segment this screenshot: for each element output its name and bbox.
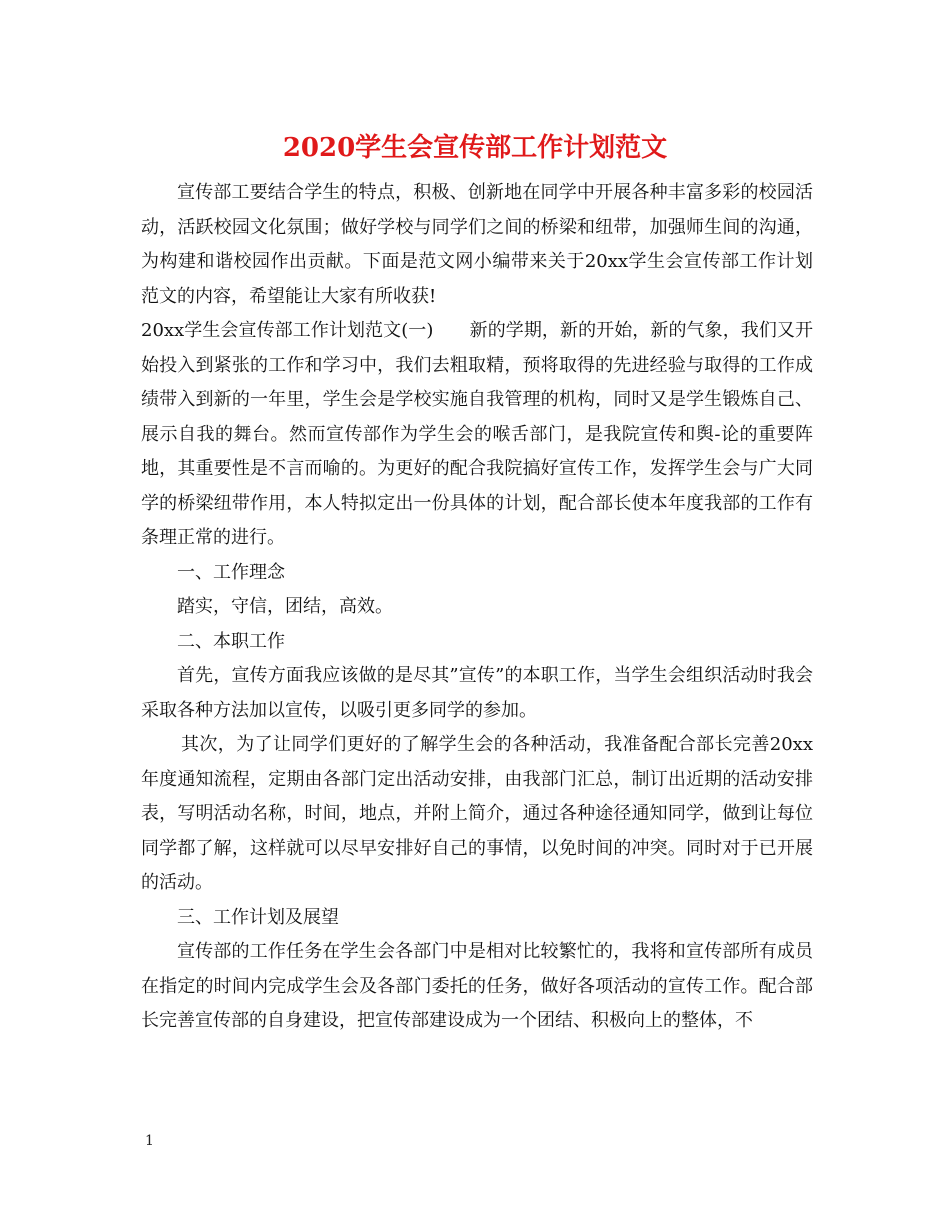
section-one-paragraph: 20xx学生会宣传部工作计划范文(一) 新的学期，新的开始，新的气象，我们又开始投入到紧张的工作和学习中，我们去粗取精，预将取得的先进经验与取得的工作成绩带入到新的一年里，学生会是学校实施自我管理的机构，同时又是学生锻炼自己、展示自我的舞台。然而宣传部作为学生会的喉舌部门，是我院宣传和舆-论的重要阵地，其重要性是不言而喻的。为更好的配合我院搞好宣传工作，发挥学生会与广大同学的桥梁纽带作用，本人特拟定出一份具体的计划，配合部长使本年度我部的工作有条理正常的进行。	[141, 320, 813, 548]
page-number: 1	[145, 1133, 154, 1149]
duty-first-paragraph: 首先，宣传方面我应该做的是尽其”宣传”的本职工作，当学生会组织活动时我会采取各种方法加以宣传，以吸引更多同学的参加。	[141, 665, 813, 721]
heading-duty-work: 二、本职工作	[177, 630, 285, 652]
intro-paragraph: 宣传部工要结合学生的特点，积极、创新地在同学中开展各种丰富多彩的校园活动，活跃校园文化氛围；做好学校与同学们之间的桥梁和纽带，加强师生间的沟通，为构建和谐校园作出贡献。下面是范文网小编带来关于20xx学生会宣传部工作计划范文的内容，希望能让大家有所收获!	[141, 182, 813, 307]
document-body	[141, 176, 813, 1039]
heading-work-concept: 一、工作理念	[177, 561, 285, 583]
document-title: 2020学生会宣传部工作计划范文	[282, 133, 668, 163]
plan-outlook-paragraph: 宣传部的工作任务在学生会各部门中是相对比较繁忙的，我将和宣传部所有成员在指定的时间内完成学生会及各部门委托的任务，做好各项活动的宣传工作。配合部长完善宣传部的自身建设，把宣传部建设成为一个团结、积极向上的整体，不	[141, 941, 813, 1031]
duty-second-paragraph: 其次，为了让同学们更好的了解学生会的各种活动，我准备配合部长完善20xx年度通知流程，定期由各部门定出活动安排，由我部门汇总，制订出近期的活动安排表，写明活动名称，时间，地点，并附上简介，通过各种途径通知同学，做到让每位同学都了解，这样就可以尽早安排好自己的事情，以免时间的冲突。同时对于已开展的活动。	[141, 734, 813, 893]
work-concept-text: 踏实，守信，团结，高效。	[177, 596, 393, 617]
heading-plan-outlook: 三、工作计划及展望	[177, 906, 339, 928]
